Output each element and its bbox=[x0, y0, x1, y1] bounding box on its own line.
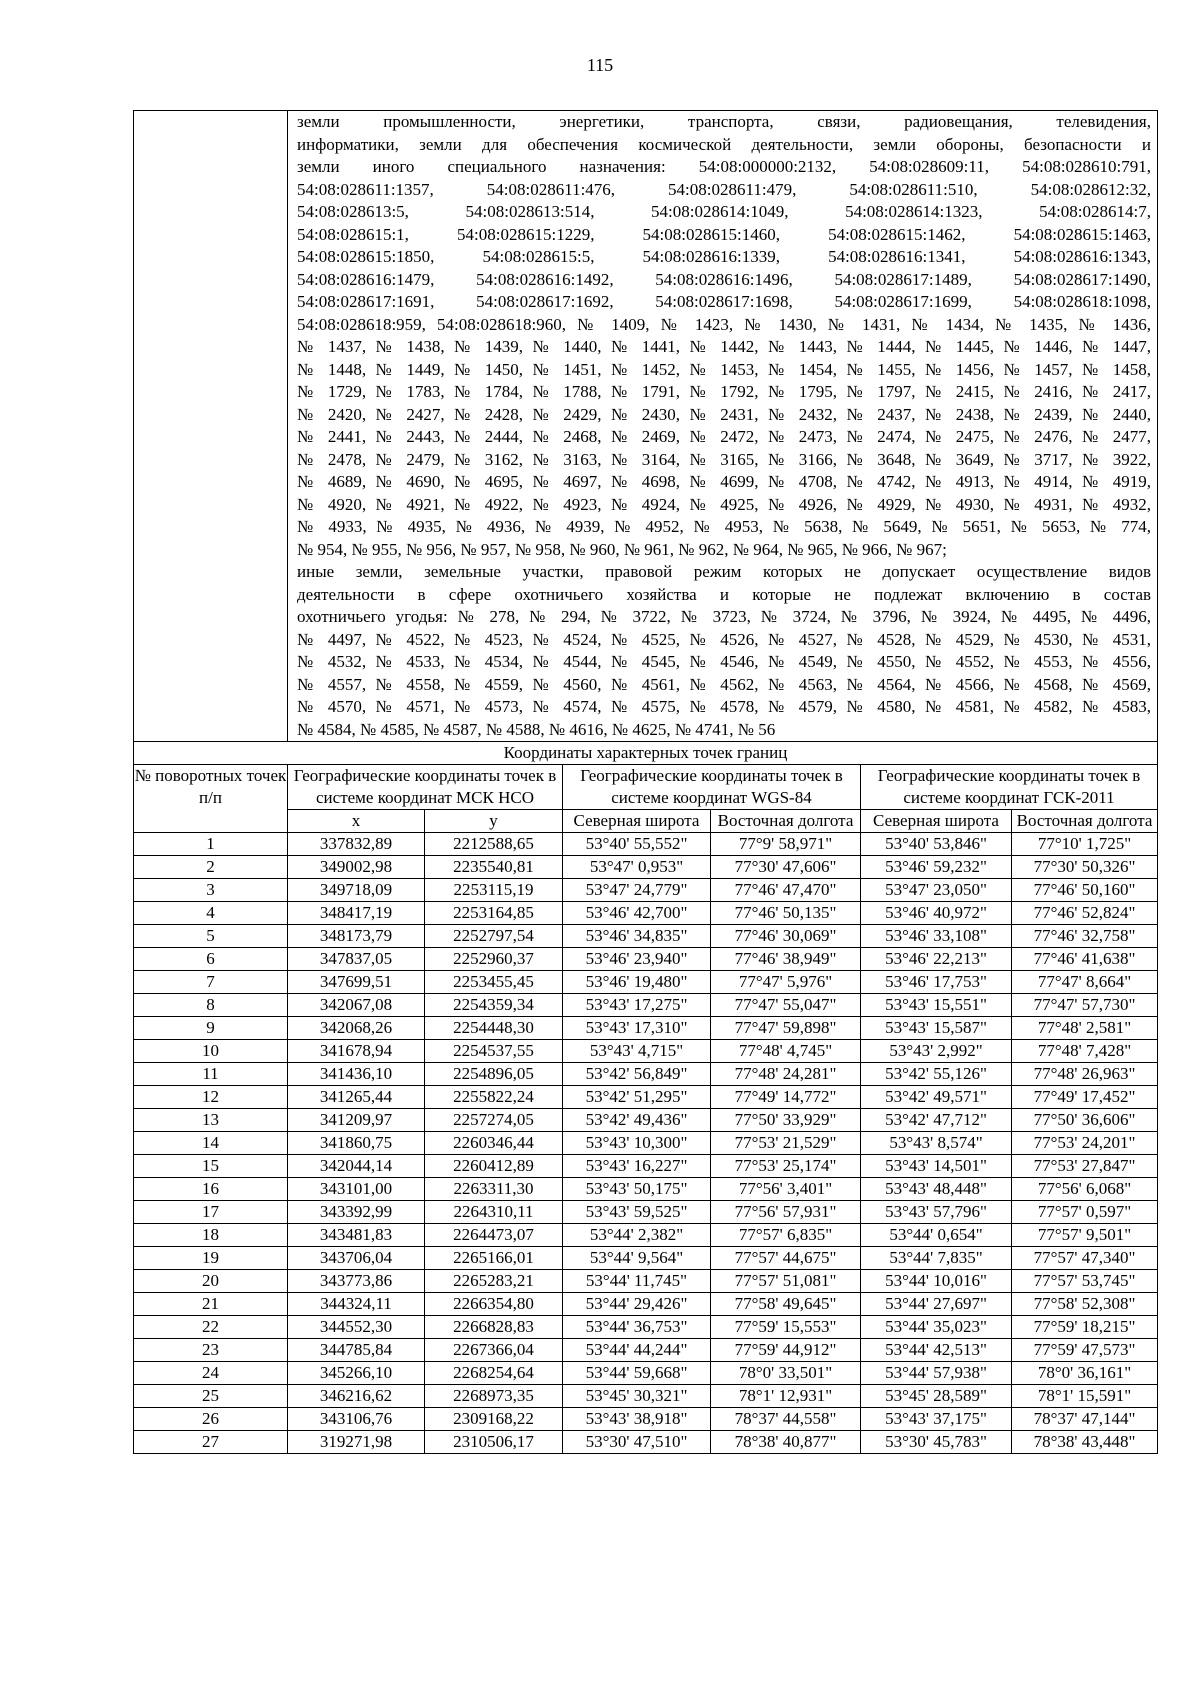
cell-msk-x: 337832,89 bbox=[288, 833, 425, 856]
cell-wgs-latitude: 53°44' 2,382" bbox=[563, 1224, 711, 1247]
cell-msk-y: 2265166,01 bbox=[425, 1247, 563, 1270]
text-line: № 1437, № 1438, № 1439, № 1440, № 1441, № 1442, № 1443, № 1444, № 1445, № 1446, № 1447, bbox=[297, 337, 1152, 356]
cell-msk-x: 348417,19 bbox=[288, 902, 425, 925]
cell-msk-x: 319271,98 bbox=[288, 1431, 425, 1454]
cell-gsk-latitude: 53°44' 0,654" bbox=[861, 1224, 1012, 1247]
cell-point-number: 12 bbox=[134, 1086, 288, 1109]
cell-msk-x: 343706,04 bbox=[288, 1247, 425, 1270]
cell-gsk-latitude: 53°43' 8,574" bbox=[861, 1132, 1012, 1155]
cell-msk-x: 349718,09 bbox=[288, 879, 425, 902]
cell-point-number: 6 bbox=[134, 948, 288, 971]
cell-point-number: 21 bbox=[134, 1293, 288, 1316]
table-row bbox=[134, 1385, 1158, 1408]
cell-wgs-latitude: 53°47' 24,779" bbox=[563, 879, 711, 902]
text-line: № 4933, № 4935, № 4936, № 4939, № 4952, № 4953, № 5638, № 5649, № 5651, № 5653, № 774, bbox=[297, 517, 1152, 536]
cell-wgs-longitude: 77°47' 5,976" bbox=[711, 971, 861, 994]
cell-msk-y: 2212588,65 bbox=[425, 833, 563, 856]
cell-msk-x: 347699,51 bbox=[288, 971, 425, 994]
cell-gsk-latitude: 53°40' 53,846" bbox=[861, 833, 1012, 856]
cell-gsk-longitude: 77°56' 6,068" bbox=[1012, 1178, 1158, 1201]
cell-point-number: 26 bbox=[134, 1408, 288, 1431]
cell-msk-x: 349002,98 bbox=[288, 856, 425, 879]
cell-wgs-longitude: 77°53' 21,529" bbox=[711, 1132, 861, 1155]
cell-msk-y: 2264310,11 bbox=[425, 1201, 563, 1224]
cell-gsk-longitude: 77°48' 7,428" bbox=[1012, 1040, 1158, 1063]
cell-msk-y: 2252797,54 bbox=[425, 925, 563, 948]
cell-msk-x: 343481,83 bbox=[288, 1224, 425, 1247]
cell-msk-x: 344324,11 bbox=[288, 1293, 425, 1316]
cell-wgs-longitude: 78°1' 12,931" bbox=[711, 1385, 861, 1408]
cell-wgs-latitude: 53°47' 0,953" bbox=[563, 856, 711, 879]
table-row bbox=[134, 1063, 1158, 1086]
cell-wgs-latitude: 53°44' 29,426" bbox=[563, 1293, 711, 1316]
cell-wgs-latitude: 53°43' 17,310" bbox=[563, 1017, 711, 1040]
cell-gsk-latitude: 53°30' 45,783" bbox=[861, 1431, 1012, 1454]
cell-gsk-latitude: 53°42' 47,712" bbox=[861, 1109, 1012, 1132]
cell-msk-y: 2255822,24 bbox=[425, 1086, 563, 1109]
cell-msk-x: 343773,86 bbox=[288, 1270, 425, 1293]
text-line: 54:08:028618:959, 54:08:028618:960, № 1409, № 1423, № 1430, № 1431, № 1434, № 1435, № 1436, bbox=[297, 314, 1152, 334]
cell-gsk-longitude: 77°48' 2,581" bbox=[1012, 1017, 1158, 1040]
cell-msk-y: 2254448,30 bbox=[425, 1017, 563, 1040]
table-row bbox=[134, 1431, 1158, 1454]
cell-msk-x: 343101,00 bbox=[288, 1178, 425, 1201]
text-line: № 1729, № 1783, № 1784, № 1788, № 1791, № 1792, № 1795, № 1797, № 2415, № 2416, № 2417, bbox=[297, 382, 1152, 401]
subheader-y: y bbox=[425, 810, 563, 833]
cell-msk-y: 2252960,37 bbox=[425, 948, 563, 971]
cell-gsk-latitude: 53°46' 22,213" bbox=[861, 948, 1012, 971]
table-row bbox=[134, 833, 1158, 856]
cell-gsk-latitude: 53°44' 57,938" bbox=[861, 1362, 1012, 1385]
cell-gsk-latitude: 53°43' 14,501" bbox=[861, 1155, 1012, 1178]
header-wgs84: Географические координаты точек в системе координат WGS-84 bbox=[563, 765, 861, 810]
cell-msk-y: 2260346,44 bbox=[425, 1132, 563, 1155]
cell-gsk-longitude: 77°59' 47,573" bbox=[1012, 1339, 1158, 1362]
cell-wgs-latitude: 53°46' 19,480" bbox=[563, 971, 711, 994]
cell-wgs-latitude: 53°30' 47,510" bbox=[563, 1431, 711, 1454]
cell-wgs-latitude: 53°46' 23,940" bbox=[563, 948, 711, 971]
cell-wgs-longitude: 78°0' 33,501" bbox=[711, 1362, 861, 1385]
table-row bbox=[134, 1132, 1158, 1155]
cell-wgs-longitude: 77°9' 58,971" bbox=[711, 833, 861, 856]
table-row bbox=[134, 994, 1158, 1017]
cell-msk-x: 344785,84 bbox=[288, 1339, 425, 1362]
cell-msk-y: 2309168,22 bbox=[425, 1408, 563, 1431]
cell-msk-x: 341436,10 bbox=[288, 1063, 425, 1086]
cell-gsk-longitude: 77°46' 41,638" bbox=[1012, 948, 1158, 971]
cell-wgs-longitude: 77°59' 15,553" bbox=[711, 1316, 861, 1339]
cell-gsk-longitude: 77°53' 24,201" bbox=[1012, 1132, 1158, 1155]
text-line: 54:08:028617:1691, 54:08:028617:1692, 54:08:028617:1698, 54:08:028617:1699, 54:08:028618:1098, bbox=[297, 292, 1152, 311]
cell-point-number: 1 bbox=[134, 833, 288, 856]
cell-wgs-latitude: 53°43' 4,715" bbox=[563, 1040, 711, 1063]
cell-gsk-longitude: 77°57' 53,745" bbox=[1012, 1270, 1158, 1293]
cell-msk-y: 2253115,19 bbox=[425, 879, 563, 902]
cell-point-number: 5 bbox=[134, 925, 288, 948]
cell-point-number: 4 bbox=[134, 902, 288, 925]
cell-gsk-longitude: 77°53' 27,847" bbox=[1012, 1155, 1158, 1178]
table-row bbox=[134, 1109, 1158, 1132]
cell-gsk-longitude: 78°38' 43,448" bbox=[1012, 1431, 1158, 1454]
text-line: иные земли, земельные участки, правовой режим которых не допускает осуществление видов bbox=[297, 562, 1152, 581]
cell-wgs-latitude: 53°44' 11,745" bbox=[563, 1270, 711, 1293]
text-line: № 2420, № 2427, № 2428, № 2429, № 2430, № 2431, № 2432, № 2437, № 2438, № 2439, № 2440, bbox=[297, 404, 1152, 424]
cell-wgs-latitude: 53°44' 36,753" bbox=[563, 1316, 711, 1339]
cell-point-number: 27 bbox=[134, 1431, 288, 1454]
cell-wgs-latitude: 53°46' 34,835" bbox=[563, 925, 711, 948]
subheader-gsk-longitude: Восточная долгота bbox=[1012, 810, 1158, 833]
cell-wgs-latitude: 53°43' 50,175" bbox=[563, 1178, 711, 1201]
cell-msk-y: 2253455,45 bbox=[425, 971, 563, 994]
cell-wgs-latitude: 53°43' 16,227" bbox=[563, 1155, 711, 1178]
cell-gsk-longitude: 77°10' 1,725" bbox=[1012, 833, 1158, 856]
header-point-number: № поворотных точек п/п bbox=[134, 765, 288, 833]
text-line: 54:08:028611:1357, 54:08:028611:476, 54:08:028611:479, 54:08:028611:510, 54:08:028612:32, bbox=[297, 179, 1152, 199]
table-row bbox=[134, 1270, 1158, 1293]
cell-point-number: 25 bbox=[134, 1385, 288, 1408]
cell-point-number: 14 bbox=[134, 1132, 288, 1155]
cell-gsk-longitude: 77°46' 52,824" bbox=[1012, 902, 1158, 925]
cell-point-number: 22 bbox=[134, 1316, 288, 1339]
table-row bbox=[134, 1155, 1158, 1178]
cell-gsk-longitude: 77°58' 52,308" bbox=[1012, 1293, 1158, 1316]
cell-wgs-longitude: 77°47' 59,898" bbox=[711, 1017, 861, 1040]
cell-gsk-latitude: 53°46' 33,108" bbox=[861, 925, 1012, 948]
cell-msk-x: 342068,26 bbox=[288, 1017, 425, 1040]
cell-wgs-longitude: 77°57' 51,081" bbox=[711, 1270, 861, 1293]
text-line: № 4570, № 4571, № 4573, № 4574, № 4575, № 4578, № 4579, № 4580, № 4581, № 4582, № 4583, bbox=[297, 697, 1152, 716]
cell-point-number: 2 bbox=[134, 856, 288, 879]
cell-msk-y: 2235540,81 bbox=[425, 856, 563, 879]
text-line: № 4689, № 4690, № 4695, № 4697, № 4698, № 4699, № 4708, № 4742, № 4913, № 4914, № 4919, bbox=[297, 472, 1152, 491]
cell-msk-x: 341209,97 bbox=[288, 1109, 425, 1132]
table-row bbox=[134, 1408, 1158, 1431]
cell-wgs-longitude: 77°46' 47,470" bbox=[711, 879, 861, 902]
coordinates-table bbox=[133, 110, 1158, 1454]
cell-point-number: 7 bbox=[134, 971, 288, 994]
cell-wgs-longitude: 77°30' 47,606" bbox=[711, 856, 861, 879]
cell-msk-y: 2268254,64 bbox=[425, 1362, 563, 1385]
table-row bbox=[134, 1339, 1158, 1362]
cell-wgs-latitude: 53°42' 51,295" bbox=[563, 1086, 711, 1109]
cell-msk-x: 343392,99 bbox=[288, 1201, 425, 1224]
cell-gsk-latitude: 53°43' 15,587" bbox=[861, 1017, 1012, 1040]
table-row bbox=[134, 1362, 1158, 1385]
text-line: № 1448, № 1449, № 1450, № 1451, № 1452, № 1453, № 1454, № 1455, № 1456, № 1457, № 1458, bbox=[297, 359, 1152, 379]
cell-wgs-latitude: 53°44' 9,564" bbox=[563, 1247, 711, 1270]
cell-msk-x: 342067,08 bbox=[288, 994, 425, 1017]
table-row bbox=[134, 1224, 1158, 1247]
text-line: № 2478, № 2479, № 3162, № 3163, № 3164, № 3165, № 3166, № 3648, № 3649, № 3717, № 3922, bbox=[297, 449, 1152, 469]
text-line: 54:08:028616:1479, 54:08:028616:1492, 54:08:028616:1496, 54:08:028617:1489, 54:08:028617:1490, bbox=[297, 269, 1152, 289]
cell-wgs-longitude: 77°46' 50,135" bbox=[711, 902, 861, 925]
cell-gsk-latitude: 53°44' 35,023" bbox=[861, 1316, 1012, 1339]
text-line: деятельности в сфере охотничьего хозяйства и которые не подлежат включению в состав bbox=[297, 584, 1152, 604]
cell-gsk-latitude: 53°42' 55,126" bbox=[861, 1063, 1012, 1086]
cell-wgs-longitude: 77°46' 30,069" bbox=[711, 925, 861, 948]
cell-msk-y: 2260412,89 bbox=[425, 1155, 563, 1178]
cell-point-number: 17 bbox=[134, 1201, 288, 1224]
cell-point-number: 10 bbox=[134, 1040, 288, 1063]
cell-gsk-longitude: 77°57' 0,597" bbox=[1012, 1201, 1158, 1224]
text-line: № 2441, № 2443, № 2444, № 2468, № 2469, № 2472, № 2473, № 2474, № 2475, № 2476, № 2477, bbox=[297, 427, 1152, 446]
cell-msk-y: 2254896,05 bbox=[425, 1063, 563, 1086]
land-description-text bbox=[288, 111, 1158, 742]
cell-gsk-longitude: 77°49' 17,452" bbox=[1012, 1086, 1158, 1109]
subheader-x: x bbox=[288, 810, 425, 833]
cell-gsk-longitude: 77°47' 57,730" bbox=[1012, 994, 1158, 1017]
cell-gsk-longitude: 77°57' 47,340" bbox=[1012, 1247, 1158, 1270]
cell-wgs-longitude: 77°57' 6,835" bbox=[711, 1224, 861, 1247]
table-caption: Координаты характерных точек границ bbox=[134, 742, 1158, 765]
table-row bbox=[134, 1040, 1158, 1063]
cell-point-number: 3 bbox=[134, 879, 288, 902]
cell-gsk-longitude: 78°37' 47,144" bbox=[1012, 1408, 1158, 1431]
table-row bbox=[134, 948, 1158, 971]
cell-wgs-longitude: 78°37' 44,558" bbox=[711, 1408, 861, 1431]
cell-gsk-latitude: 53°47' 23,050" bbox=[861, 879, 1012, 902]
cell-wgs-longitude: 77°59' 44,912" bbox=[711, 1339, 861, 1362]
cell-point-number: 23 bbox=[134, 1339, 288, 1362]
text-line: информатики, земли для обеспечения космической деятельности, земли обороны, безопасности и bbox=[297, 134, 1152, 154]
cell-wgs-longitude: 77°53' 25,174" bbox=[711, 1155, 861, 1178]
cell-wgs-longitude: 78°38' 40,877" bbox=[711, 1431, 861, 1454]
text-line: 54:08:028613:5, 54:08:028613:514, 54:08:028614:1049, 54:08:028614:1323, 54:08:028614:7, bbox=[297, 202, 1152, 221]
cell-msk-x: 341265,44 bbox=[288, 1086, 425, 1109]
cell-gsk-longitude: 77°59' 18,215" bbox=[1012, 1316, 1158, 1339]
cell-point-number: 20 bbox=[134, 1270, 288, 1293]
table-row bbox=[134, 1293, 1158, 1316]
table-row bbox=[134, 1017, 1158, 1040]
cell-msk-y: 2263311,30 bbox=[425, 1178, 563, 1201]
cell-point-number: 19 bbox=[134, 1247, 288, 1270]
cell-wgs-longitude: 77°56' 3,401" bbox=[711, 1178, 861, 1201]
cell-msk-x: 348173,79 bbox=[288, 925, 425, 948]
cell-msk-y: 2268973,35 bbox=[425, 1385, 563, 1408]
cell-gsk-latitude: 53°42' 49,571" bbox=[861, 1086, 1012, 1109]
text-line: № 4920, № 4921, № 4922, № 4923, № 4924, № 4925, № 4926, № 4929, № 4930, № 4931, № 4932, bbox=[297, 494, 1152, 514]
cell-wgs-latitude: 53°40' 55,552" bbox=[563, 833, 711, 856]
cell-gsk-latitude: 53°45' 28,589" bbox=[861, 1385, 1012, 1408]
table-row bbox=[134, 1247, 1158, 1270]
text-line: 54:08:028615:1850, 54:08:028615:5, 54:08:028616:1339, 54:08:028616:1341, 54:08:028616:1343, bbox=[297, 247, 1152, 266]
table-row bbox=[134, 971, 1158, 994]
cell-msk-y: 2265283,21 bbox=[425, 1270, 563, 1293]
text-line: № 4557, № 4558, № 4559, № 4560, № 4561, № 4562, № 4563, № 4564, № 4566, № 4568, № 4569, bbox=[297, 674, 1152, 694]
cell-gsk-latitude: 53°46' 17,753" bbox=[861, 971, 1012, 994]
cell-gsk-latitude: 53°43' 15,551" bbox=[861, 994, 1012, 1017]
text-line: № 4584, № 4585, № 4587, № 4588, № 4616, № 4625, № 4741, № 56 bbox=[297, 719, 776, 739]
cell-wgs-latitude: 53°44' 44,244" bbox=[563, 1339, 711, 1362]
text-line: охотничьего угодья: № 278, № 294, № 3722, № 3723, № 3724, № 3796, № 3924, № 4495, № 4496, bbox=[297, 607, 1152, 626]
text-line: земли иного специального назначения: 54:08:000000:2132, 54:08:028609:11, 54:08:028610:791, bbox=[297, 157, 1152, 176]
table-row bbox=[134, 925, 1158, 948]
cell-gsk-latitude: 53°44' 10,016" bbox=[861, 1270, 1012, 1293]
cell-gsk-latitude: 53°43' 37,175" bbox=[861, 1408, 1012, 1431]
cell-gsk-latitude: 53°43' 48,448" bbox=[861, 1178, 1012, 1201]
table-row bbox=[134, 1201, 1158, 1224]
cell-wgs-longitude: 77°46' 38,949" bbox=[711, 948, 861, 971]
cell-wgs-latitude: 53°43' 10,300" bbox=[563, 1132, 711, 1155]
cell-gsk-longitude: 77°46' 50,160" bbox=[1012, 879, 1158, 902]
cell-gsk-latitude: 53°43' 57,796" bbox=[861, 1201, 1012, 1224]
cell-wgs-latitude: 53°46' 42,700" bbox=[563, 902, 711, 925]
table-row bbox=[134, 879, 1158, 902]
cell-msk-x: 346216,62 bbox=[288, 1385, 425, 1408]
empty-left-cell bbox=[134, 111, 288, 742]
cell-point-number: 16 bbox=[134, 1178, 288, 1201]
cell-gsk-latitude: 53°44' 42,513" bbox=[861, 1339, 1012, 1362]
cell-gsk-longitude: 77°57' 9,501" bbox=[1012, 1224, 1158, 1247]
cell-wgs-longitude: 77°58' 49,645" bbox=[711, 1293, 861, 1316]
cell-wgs-longitude: 77°47' 55,047" bbox=[711, 994, 861, 1017]
cell-wgs-latitude: 53°44' 59,668" bbox=[563, 1362, 711, 1385]
cell-msk-y: 2253164,85 bbox=[425, 902, 563, 925]
cell-gsk-latitude: 53°46' 59,232" bbox=[861, 856, 1012, 879]
cell-wgs-longitude: 77°50' 33,929" bbox=[711, 1109, 861, 1132]
cell-wgs-longitude: 77°57' 44,675" bbox=[711, 1247, 861, 1270]
header-gsk2011: Географические координаты точек в системе координат ГСК-2011 bbox=[861, 765, 1158, 810]
table-row bbox=[134, 856, 1158, 879]
cell-point-number: 9 bbox=[134, 1017, 288, 1040]
cell-msk-x: 341678,94 bbox=[288, 1040, 425, 1063]
cell-point-number: 13 bbox=[134, 1109, 288, 1132]
cell-wgs-latitude: 53°43' 17,275" bbox=[563, 994, 711, 1017]
cell-wgs-latitude: 53°43' 59,525" bbox=[563, 1201, 711, 1224]
text-line: земли промышленности, энергетики, транспорта, связи, радиовещания, телевидения, bbox=[297, 112, 1152, 131]
cell-msk-y: 2310506,17 bbox=[425, 1431, 563, 1454]
cell-msk-y: 2266354,80 bbox=[425, 1293, 563, 1316]
text-line: № 954, № 955, № 956, № 957, № 958, № 960, № 961, № 962, № 964, № 965, № 966, № 967; bbox=[297, 539, 947, 559]
cell-msk-x: 347837,05 bbox=[288, 948, 425, 971]
cell-msk-y: 2267366,04 bbox=[425, 1339, 563, 1362]
cell-wgs-latitude: 53°43' 38,918" bbox=[563, 1408, 711, 1431]
text-line: 54:08:028615:1, 54:08:028615:1229, 54:08:028615:1460, 54:08:028615:1462, 54:08:028615:1463, bbox=[297, 224, 1152, 244]
cell-gsk-latitude: 53°44' 7,835" bbox=[861, 1247, 1012, 1270]
cell-msk-x: 343106,76 bbox=[288, 1408, 425, 1431]
cell-gsk-latitude: 53°46' 40,972" bbox=[861, 902, 1012, 925]
subheader-wgs-longitude: Восточная долгота bbox=[711, 810, 861, 833]
header-msk-nso: Географические координаты точек в системе координат МСК НСО bbox=[288, 765, 563, 810]
table-row bbox=[134, 1178, 1158, 1201]
table-row bbox=[134, 902, 1158, 925]
cell-wgs-longitude: 77°56' 57,931" bbox=[711, 1201, 861, 1224]
cell-msk-y: 2254359,34 bbox=[425, 994, 563, 1017]
text-line: № 4497, № 4522, № 4523, № 4524, № 4525, № 4526, № 4527, № 4528, № 4529, № 4530, № 4531, bbox=[297, 629, 1152, 649]
cell-gsk-longitude: 78°0' 36,161" bbox=[1012, 1362, 1158, 1385]
cell-gsk-longitude: 77°50' 36,606" bbox=[1012, 1109, 1158, 1132]
subheader-gsk-latitude: Северная широта bbox=[861, 810, 1012, 833]
cell-msk-x: 344552,30 bbox=[288, 1316, 425, 1339]
page-number: 115 bbox=[586, 55, 614, 75]
cell-gsk-longitude: 77°48' 26,963" bbox=[1012, 1063, 1158, 1086]
cell-gsk-longitude: 77°30' 50,326" bbox=[1012, 856, 1158, 879]
cell-msk-x: 341860,75 bbox=[288, 1132, 425, 1155]
cell-gsk-latitude: 53°43' 2,992" bbox=[861, 1040, 1012, 1063]
table-row bbox=[134, 1316, 1158, 1339]
cell-wgs-longitude: 77°49' 14,772" bbox=[711, 1086, 861, 1109]
subheader-wgs-latitude: Северная широта bbox=[563, 810, 711, 833]
cell-msk-y: 2254537,55 bbox=[425, 1040, 563, 1063]
cell-gsk-latitude: 53°44' 27,697" bbox=[861, 1293, 1012, 1316]
table-row bbox=[134, 1086, 1158, 1109]
cell-wgs-latitude: 53°42' 49,436" bbox=[563, 1109, 711, 1132]
cell-point-number: 18 bbox=[134, 1224, 288, 1247]
cell-point-number: 8 bbox=[134, 994, 288, 1017]
cell-gsk-longitude: 77°46' 32,758" bbox=[1012, 925, 1158, 948]
cell-msk-x: 342044,14 bbox=[288, 1155, 425, 1178]
cell-msk-y: 2257274,05 bbox=[425, 1109, 563, 1132]
text-line: № 4532, № 4533, № 4534, № 4544, № 4545, № 4546, № 4549, № 4550, № 4552, № 4553, № 4556, bbox=[297, 652, 1152, 671]
cell-point-number: 15 bbox=[134, 1155, 288, 1178]
cell-gsk-longitude: 78°1' 15,591" bbox=[1012, 1385, 1158, 1408]
cell-wgs-longitude: 77°48' 24,281" bbox=[711, 1063, 861, 1086]
cell-gsk-longitude: 77°47' 8,664" bbox=[1012, 971, 1158, 994]
cell-msk-y: 2266828,83 bbox=[425, 1316, 563, 1339]
coordinate-rows bbox=[134, 833, 1158, 1454]
cell-msk-y: 2264473,07 bbox=[425, 1224, 563, 1247]
cell-msk-x: 345266,10 bbox=[288, 1362, 425, 1385]
cell-point-number: 11 bbox=[134, 1063, 288, 1086]
cell-wgs-latitude: 53°42' 56,849" bbox=[563, 1063, 711, 1086]
cell-wgs-longitude: 77°48' 4,745" bbox=[711, 1040, 861, 1063]
cell-point-number: 24 bbox=[134, 1362, 288, 1385]
cell-wgs-latitude: 53°45' 30,321" bbox=[563, 1385, 711, 1408]
